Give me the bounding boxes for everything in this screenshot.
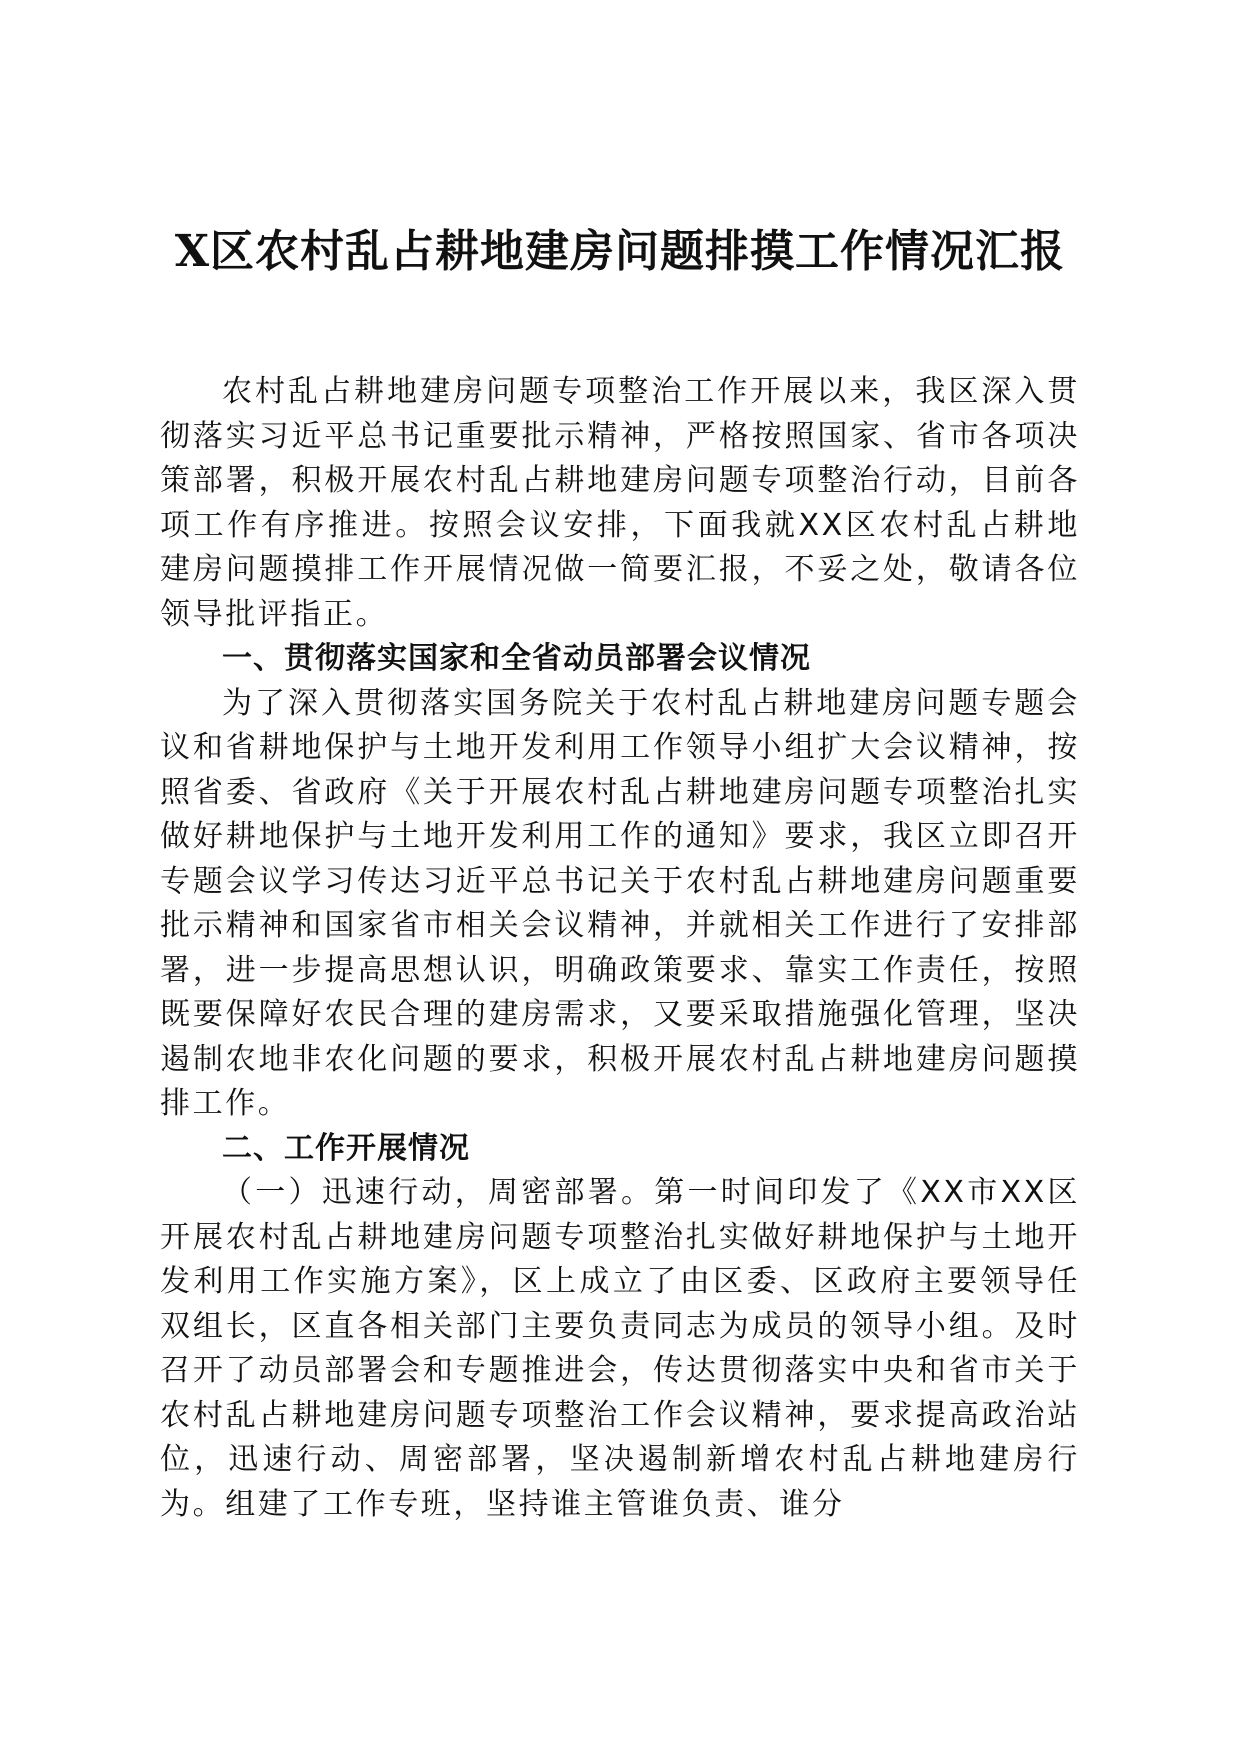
- section-1-paragraph: 为了深入贯彻落实国务院关于农村乱占耕地建房问题专题会议和省耕地保护与土地开发利用工作领导小组扩大会议精神，按照省委、省政府《关于开展农村乱占耕地建房问题专项整治扎实做好耕地保护与土地开发利用工作的通知》要求，我区立即召开专题会议学习传达习近平总书记关于农村乱占耕地建房问题重要批示精神和国家省市相关会议精神，并就相关工作进行了安排部署，进一步提高思想认识，明确政策要求、靠实工作责任，按照既要保障好农民合理的建房需求，又要采取措施强化管理，坚决遏制农地非农化问题的要求，积极开展农村乱占耕地建房问题摸排工作。: [160, 685, 1080, 1121]
- intro-paragraph: 农村乱占耕地建房问题专项整治工作开展以来，我区深入贯彻落实习近平总书记重要批示精神，严格按照国家、省市各项决策部署，积极开展农村乱占耕地建房问题专项整治行动，目前各项工作有序推进。按照会议安排，下面我就XX区农村乱占耕地建房问题摸排工作开展情况做一简要汇报，不妥之处，敬请各位领导批评指正。: [160, 374, 1080, 632]
- document-body: [160, 370, 1080, 1527]
- section-2-paragraph: （一）迅速行动，周密部署。第一时间印发了《XX市XX区开展农村乱占耕地建房问题专项整治扎实做好耕地保护与土地开发利用工作实施方案》，区上成立了由区委、区政府主要领导任双组长，区直各相关部门主要负责同志为成员的领导小组。及时召开了动员部署会和专题推进会，传达贯彻落实中央和省市关于农村乱占耕地建房问题专项整治工作会议精神，要求提高政治站位，迅速行动、周密部署，坚决遏制新增农村乱占耕地建房行为。组建了工作专班，坚持谁主管谁负责、谁分: [160, 1175, 1080, 1522]
- section-1-heading: 一、贯彻落实国家和全省动员部署会议情况: [222, 641, 811, 676]
- section-2-heading: 二、工作开展情况: [222, 1130, 470, 1166]
- document-title: X区农村乱占耕地建房问题排摸工作情况汇报: [174, 226, 1066, 277]
